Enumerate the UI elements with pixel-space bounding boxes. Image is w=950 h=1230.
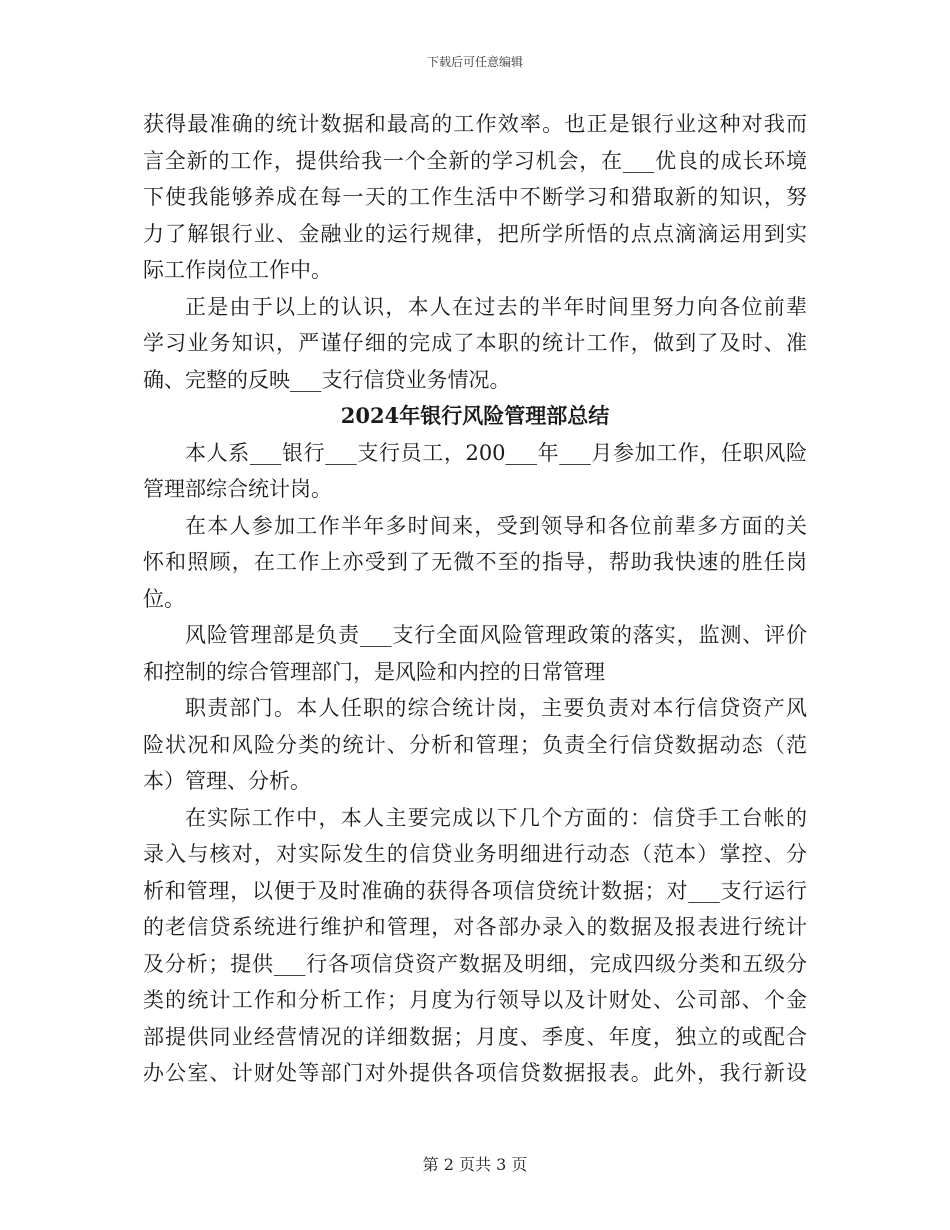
text-line: 下使我能够养成在每一天的工作生活中不断学习和猎取新的知识，努 [143, 185, 807, 209]
section-title: 2024年银行风险管理部总结 [340, 403, 610, 428]
text-line: 析和管理，以便于及时准确的获得各项信贷统计数据；对___支行运行 [143, 878, 807, 903]
text-line: 管理部综合统计岗。 [143, 477, 332, 501]
text-line: 在实际工作中，本人主要完成以下几个方面的：信贷手工台帐的 [185, 805, 807, 830]
text-line: 正是由于以上的认识，本人在过去的半年时间里努力向各位前辈 [185, 294, 807, 319]
text-line: 本人系___银行___支行员工，200___年___月参加工作，任职风险 [185, 440, 807, 465]
document-body [143, 106, 807, 1092]
text-line: 职责部门。本人任职的综合统计岗，主要负责对本行信贷资产风 [185, 696, 807, 720]
text-line: 部提供同业经营情况的详细数据；月度、季度、年度，独立的或配合 [143, 1024, 807, 1049]
text-line: 的老信贷系统进行维护和管理，对各部办录入的数据及报表进行统计 [143, 915, 807, 939]
text-line: 确、完整的反映___支行信贷业务情况。 [143, 367, 511, 392]
text-line: 怀和照顾，在工作上亦受到了无微不至的指导，帮助我快速的胜任岗 [143, 550, 807, 574]
text-line: 录入与核对，对实际发生的信贷业务明细进行动态（范本）掌控、分 [143, 842, 807, 866]
text-line: 险状况和风险分类的统计、分析和管理；负责全行信贷数据动态（范 [143, 732, 807, 757]
text-line: 力了解银行业、金融业的运行规律，把所学所悟的点点滴滴运用到实 [143, 221, 807, 246]
text-line: 获得最准确的统计数据和最高的工作效率。也正是银行业这种对我而 [143, 112, 807, 136]
page-header-note: 下载后可任意编辑 [426, 55, 523, 69]
text-line: 和控制的综合管理部门，是风险和内控的日常管理 [143, 659, 605, 684]
text-line: 言全新的工作，提供给我一个全新的学习机会，在___优良的成长环境 [143, 148, 807, 173]
text-line: 办公室、计财处等部门对外提供各项信贷数据报表。此外，我行新设 [143, 1061, 807, 1085]
text-line: 本）管理、分析。 [143, 769, 311, 793]
text-line: 及分析；提供___行各项信贷资产数据及明细，完成四级分类和五级分 [143, 951, 807, 976]
text-line: 学习业务知识，严谨仔细的完成了本职的统计工作，做到了及时、准 [143, 331, 807, 355]
page-number: 第 2 页共 3 页 [422, 1155, 528, 1174]
text-line: 风险管理部是负责___支行全面风险管理政策的落实，监测、评价 [185, 623, 807, 647]
text-line: 际工作岗位工作中。 [143, 258, 332, 282]
text-line: 在本人参加工作半年多时间来，受到领导和各位前辈多方面的关 [185, 513, 807, 538]
text-line: 位。 [143, 586, 185, 611]
text-line: 类的统计工作和分析工作；月度为行领导以及计财处、公司部、个金 [143, 988, 807, 1012]
